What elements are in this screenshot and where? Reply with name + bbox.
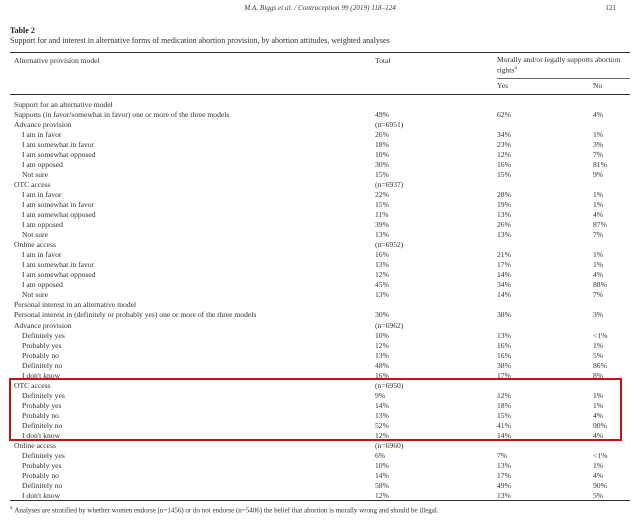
total-cell: (n=6951) bbox=[375, 119, 404, 129]
total-cell: 10% bbox=[375, 461, 389, 471]
table-row bbox=[10, 381, 632, 391]
no-cell: 1% bbox=[593, 400, 604, 410]
row-label: Probably no bbox=[22, 471, 59, 481]
total-cell: 16% bbox=[375, 250, 389, 260]
total-cell: 49% bbox=[375, 109, 389, 119]
no-cell: 3% bbox=[593, 310, 604, 320]
yes-cell: 16% bbox=[497, 159, 511, 169]
no-cell: 3% bbox=[593, 139, 604, 149]
no-cell: 1% bbox=[593, 129, 604, 139]
yes-cell: 21% bbox=[497, 250, 511, 260]
table-row bbox=[10, 300, 632, 310]
row-label: Definitely yes bbox=[22, 330, 65, 340]
footnote-text: Analyses are stratified by whether women endorse (n=1456) or do not endorse (n=5406) the belief that abortion is morally wrong and should be illegal. bbox=[14, 506, 439, 515]
total-cell: 13% bbox=[375, 290, 389, 300]
column-header-yes: Yes bbox=[497, 81, 509, 90]
no-cell: 1% bbox=[593, 260, 604, 270]
row-label: Personal interest in an alternative model bbox=[14, 300, 137, 310]
total-cell: 14% bbox=[375, 471, 389, 481]
row-label: OTC access bbox=[14, 179, 51, 189]
no-cell: 1% bbox=[593, 340, 604, 350]
column-header-total: Total bbox=[375, 56, 391, 65]
total-cell: 14% bbox=[375, 400, 389, 410]
row-label: I am opposed bbox=[22, 220, 63, 230]
no-cell: 4% bbox=[593, 431, 604, 441]
footnote-marker: a bbox=[10, 505, 13, 511]
no-cell: 1% bbox=[593, 199, 604, 209]
no-cell: 4% bbox=[593, 270, 604, 280]
total-cell: 58% bbox=[375, 481, 389, 491]
page-number: 121 bbox=[605, 4, 616, 12]
table-row bbox=[10, 220, 632, 230]
yes-cell: 13% bbox=[497, 461, 511, 471]
row-label: Not sure bbox=[22, 230, 48, 240]
total-cell: 26% bbox=[375, 129, 389, 139]
yes-cell: 13% bbox=[497, 230, 511, 240]
total-cell bbox=[375, 100, 497, 110]
yes-cell bbox=[497, 441, 593, 451]
total-cell: (n=6960) bbox=[375, 441, 404, 451]
yes-cell bbox=[497, 120, 593, 130]
no-cell bbox=[593, 441, 632, 451]
row-label: Definitely no bbox=[22, 421, 63, 430]
yes-cell bbox=[497, 381, 593, 391]
header-bottom-rule bbox=[10, 94, 630, 95]
table-row bbox=[10, 230, 632, 240]
yes-cell bbox=[497, 300, 593, 310]
row-label: Probably yes bbox=[22, 340, 62, 350]
yes-cell: 7% bbox=[497, 451, 508, 461]
no-cell: 90% bbox=[593, 481, 607, 491]
table-footnote bbox=[10, 505, 630, 514]
no-cell: 86% bbox=[593, 360, 607, 370]
row-label: I am opposed bbox=[22, 159, 63, 169]
total-cell: 13% bbox=[375, 350, 389, 360]
no-cell: 88% bbox=[593, 280, 607, 290]
row-label: Definitely no bbox=[22, 360, 63, 370]
no-cell: 87% bbox=[593, 220, 607, 230]
total-cell: 22% bbox=[375, 189, 389, 199]
table-bottom-rule bbox=[10, 500, 630, 501]
total-cell: 10% bbox=[375, 330, 389, 340]
column-header-group bbox=[497, 55, 634, 75]
row-label: Not sure bbox=[22, 169, 48, 179]
row-label: I don't know bbox=[22, 431, 61, 441]
yes-cell: 18% bbox=[497, 400, 511, 410]
total-cell: (n=6952) bbox=[375, 240, 404, 250]
row-label: Probably yes bbox=[22, 461, 62, 471]
no-cell: <1% bbox=[593, 451, 608, 461]
row-label: Definitely yes bbox=[22, 451, 65, 461]
column-header-no: No bbox=[593, 81, 603, 90]
table-row bbox=[10, 100, 632, 110]
no-cell bbox=[593, 381, 632, 391]
yes-cell: 12% bbox=[497, 390, 511, 400]
yes-cell: 34% bbox=[497, 129, 511, 139]
total-cell: 30% bbox=[375, 310, 389, 320]
no-cell bbox=[593, 321, 632, 331]
no-cell: 4% bbox=[593, 109, 604, 119]
table-row bbox=[10, 321, 632, 331]
row-label: Online access bbox=[14, 441, 56, 451]
total-cell: 39% bbox=[375, 220, 389, 230]
table-row bbox=[10, 431, 632, 441]
row-label: I am in favor bbox=[22, 250, 62, 260]
yes-cell: 13% bbox=[497, 210, 511, 220]
total-cell: (n=6950) bbox=[375, 380, 404, 390]
no-cell: 4% bbox=[593, 471, 604, 481]
yes-cell: 34% bbox=[497, 280, 511, 290]
table-row bbox=[10, 341, 632, 351]
yes-cell: 13% bbox=[497, 330, 511, 340]
table-label: Table 2 bbox=[10, 26, 35, 35]
yes-cell: 62% bbox=[497, 109, 511, 119]
no-cell: 7% bbox=[593, 149, 604, 159]
table-row bbox=[10, 401, 632, 411]
table-row bbox=[10, 150, 632, 160]
total-cell: 45% bbox=[375, 280, 389, 290]
row-label: Advance provision bbox=[14, 320, 72, 330]
table-row bbox=[10, 280, 632, 290]
total-cell bbox=[375, 300, 497, 310]
row-label: OTC access bbox=[14, 380, 51, 390]
group-header-underline bbox=[497, 78, 630, 79]
row-label: Definitely no bbox=[22, 481, 63, 491]
table-row bbox=[10, 361, 632, 371]
row-label: I don't know bbox=[22, 370, 61, 380]
total-cell: (n=6937) bbox=[375, 179, 404, 189]
table-row bbox=[10, 481, 632, 491]
yes-cell: 15% bbox=[497, 169, 511, 179]
row-label: Personal interest in (definitely or probably yes) one or more of the three models bbox=[14, 310, 257, 320]
row-label: I am in favor bbox=[22, 189, 62, 199]
table-row bbox=[10, 190, 632, 200]
row-label: I am somewhat opposed bbox=[22, 270, 96, 280]
table-caption: Support for and interest in alternative forms of medication abortion provision, by abortion attitudes, weighted analyses bbox=[10, 36, 390, 45]
no-cell: 81% bbox=[593, 159, 607, 169]
yes-cell: 38% bbox=[497, 310, 511, 320]
row-label: Online access bbox=[14, 240, 56, 250]
table-row bbox=[10, 461, 632, 471]
yes-cell: 17% bbox=[497, 260, 511, 270]
table-top-rule bbox=[10, 52, 630, 53]
yes-cell: 15% bbox=[497, 410, 511, 420]
yes-cell bbox=[497, 100, 593, 110]
column-header-group-text: Morally and/or legally supports abortion rights bbox=[497, 55, 621, 75]
table-row bbox=[10, 411, 632, 421]
row-label: Definitely yes bbox=[22, 390, 65, 400]
yes-cell: 14% bbox=[497, 270, 511, 280]
table-row bbox=[10, 391, 632, 401]
running-head: M.A. Biggs et al. / Contraception 99 (2019) 118–124 bbox=[244, 4, 396, 12]
yes-cell bbox=[497, 240, 593, 250]
no-cell: 90% bbox=[593, 421, 607, 430]
no-cell: 1% bbox=[593, 461, 604, 471]
table-row bbox=[10, 471, 632, 481]
table-row bbox=[10, 200, 632, 210]
no-cell bbox=[593, 240, 632, 250]
total-cell: 30% bbox=[375, 159, 389, 169]
total-cell: 13% bbox=[375, 260, 389, 270]
column-header-model: Alternative provision model bbox=[14, 56, 100, 65]
total-cell: 12% bbox=[375, 431, 389, 441]
row-label: I am somewhat opposed bbox=[22, 210, 96, 220]
table-row bbox=[10, 331, 632, 341]
table-row bbox=[10, 270, 632, 280]
table-row bbox=[10, 120, 632, 130]
row-label: I am in favor bbox=[22, 129, 62, 139]
table-row bbox=[10, 140, 632, 150]
yes-cell: 12% bbox=[497, 149, 511, 159]
total-cell: 16% bbox=[375, 370, 389, 380]
table-body bbox=[10, 100, 632, 502]
row-label: Advance provision bbox=[14, 119, 72, 129]
table-row bbox=[10, 210, 632, 220]
total-cell: 12% bbox=[375, 270, 389, 280]
total-cell: 48% bbox=[375, 360, 389, 370]
yes-cell: 16% bbox=[497, 350, 511, 360]
no-cell: 5% bbox=[593, 491, 604, 501]
no-cell: 1% bbox=[593, 189, 604, 199]
row-label: Supports (in favor/somewhat in favor) one or more of the three models bbox=[14, 109, 230, 119]
no-cell: 1% bbox=[593, 250, 604, 260]
total-cell: 6% bbox=[375, 451, 386, 461]
table-row bbox=[10, 351, 632, 361]
table-row bbox=[10, 180, 632, 190]
no-cell: 1% bbox=[593, 390, 604, 400]
yes-cell: 14% bbox=[497, 290, 511, 300]
table-row bbox=[10, 290, 632, 300]
table-row bbox=[10, 170, 632, 180]
table-row bbox=[10, 250, 632, 260]
yes-cell: 19% bbox=[497, 199, 511, 209]
row-label: I don't know bbox=[22, 491, 61, 501]
no-cell: 9% bbox=[593, 169, 604, 179]
table-row bbox=[10, 130, 632, 140]
yes-cell: 16% bbox=[497, 340, 511, 350]
total-cell: 13% bbox=[375, 410, 389, 420]
table-row bbox=[10, 421, 632, 431]
total-cell: 13% bbox=[375, 230, 389, 240]
table-row bbox=[10, 371, 632, 381]
yes-cell: 38% bbox=[497, 360, 511, 370]
yes-cell: 13% bbox=[497, 491, 511, 501]
row-label: I am somewhat opposed bbox=[22, 149, 96, 159]
no-cell: 8% bbox=[593, 370, 604, 380]
no-cell bbox=[593, 180, 632, 190]
table-row bbox=[10, 260, 632, 270]
total-cell: 15% bbox=[375, 199, 389, 209]
no-cell bbox=[593, 120, 632, 130]
yes-cell: 17% bbox=[497, 370, 511, 380]
row-label: I am somewhat in favor bbox=[22, 199, 95, 209]
table-row bbox=[10, 160, 632, 170]
total-cell: 12% bbox=[375, 491, 389, 501]
total-cell: 10% bbox=[375, 149, 389, 159]
no-cell: 5% bbox=[593, 350, 604, 360]
total-cell: (n=6962) bbox=[375, 320, 404, 330]
yes-cell: 26% bbox=[497, 220, 511, 230]
total-cell: 18% bbox=[375, 139, 389, 149]
row-label: Probably no bbox=[22, 350, 59, 360]
row-label: Not sure bbox=[22, 290, 48, 300]
row-label: Probably no bbox=[22, 410, 59, 420]
yes-cell bbox=[497, 321, 593, 331]
table-row bbox=[10, 240, 632, 250]
yes-cell: 17% bbox=[497, 471, 511, 481]
no-cell: 4% bbox=[593, 410, 604, 420]
no-cell bbox=[593, 100, 632, 110]
yes-cell bbox=[497, 180, 593, 190]
yes-cell: 41% bbox=[497, 421, 511, 430]
table-row bbox=[10, 310, 632, 320]
no-cell: 7% bbox=[593, 230, 604, 240]
footnote-marker-superscript: a bbox=[514, 65, 517, 72]
table-row bbox=[10, 110, 632, 120]
yes-cell: 28% bbox=[497, 189, 511, 199]
yes-cell: 49% bbox=[497, 481, 511, 491]
no-cell: 7% bbox=[593, 290, 604, 300]
no-cell bbox=[593, 300, 632, 310]
row-label: Probably yes bbox=[22, 400, 62, 410]
row-label: I am somewhat in favor bbox=[22, 139, 95, 149]
total-cell: 52% bbox=[375, 421, 389, 430]
table-row bbox=[10, 441, 632, 451]
yes-cell: 23% bbox=[497, 139, 511, 149]
yes-cell: 14% bbox=[497, 431, 511, 441]
table-row bbox=[10, 451, 632, 461]
total-cell: 11% bbox=[375, 210, 389, 220]
row-label: I am opposed bbox=[22, 280, 63, 290]
total-cell: 15% bbox=[375, 169, 389, 179]
total-cell: 12% bbox=[375, 340, 389, 350]
row-label: Support for an alternative model bbox=[14, 99, 113, 109]
row-label: I am somewhat in favor bbox=[22, 260, 95, 270]
total-cell: 9% bbox=[375, 390, 386, 400]
no-cell: <1% bbox=[593, 330, 608, 340]
no-cell: 4% bbox=[593, 210, 604, 220]
